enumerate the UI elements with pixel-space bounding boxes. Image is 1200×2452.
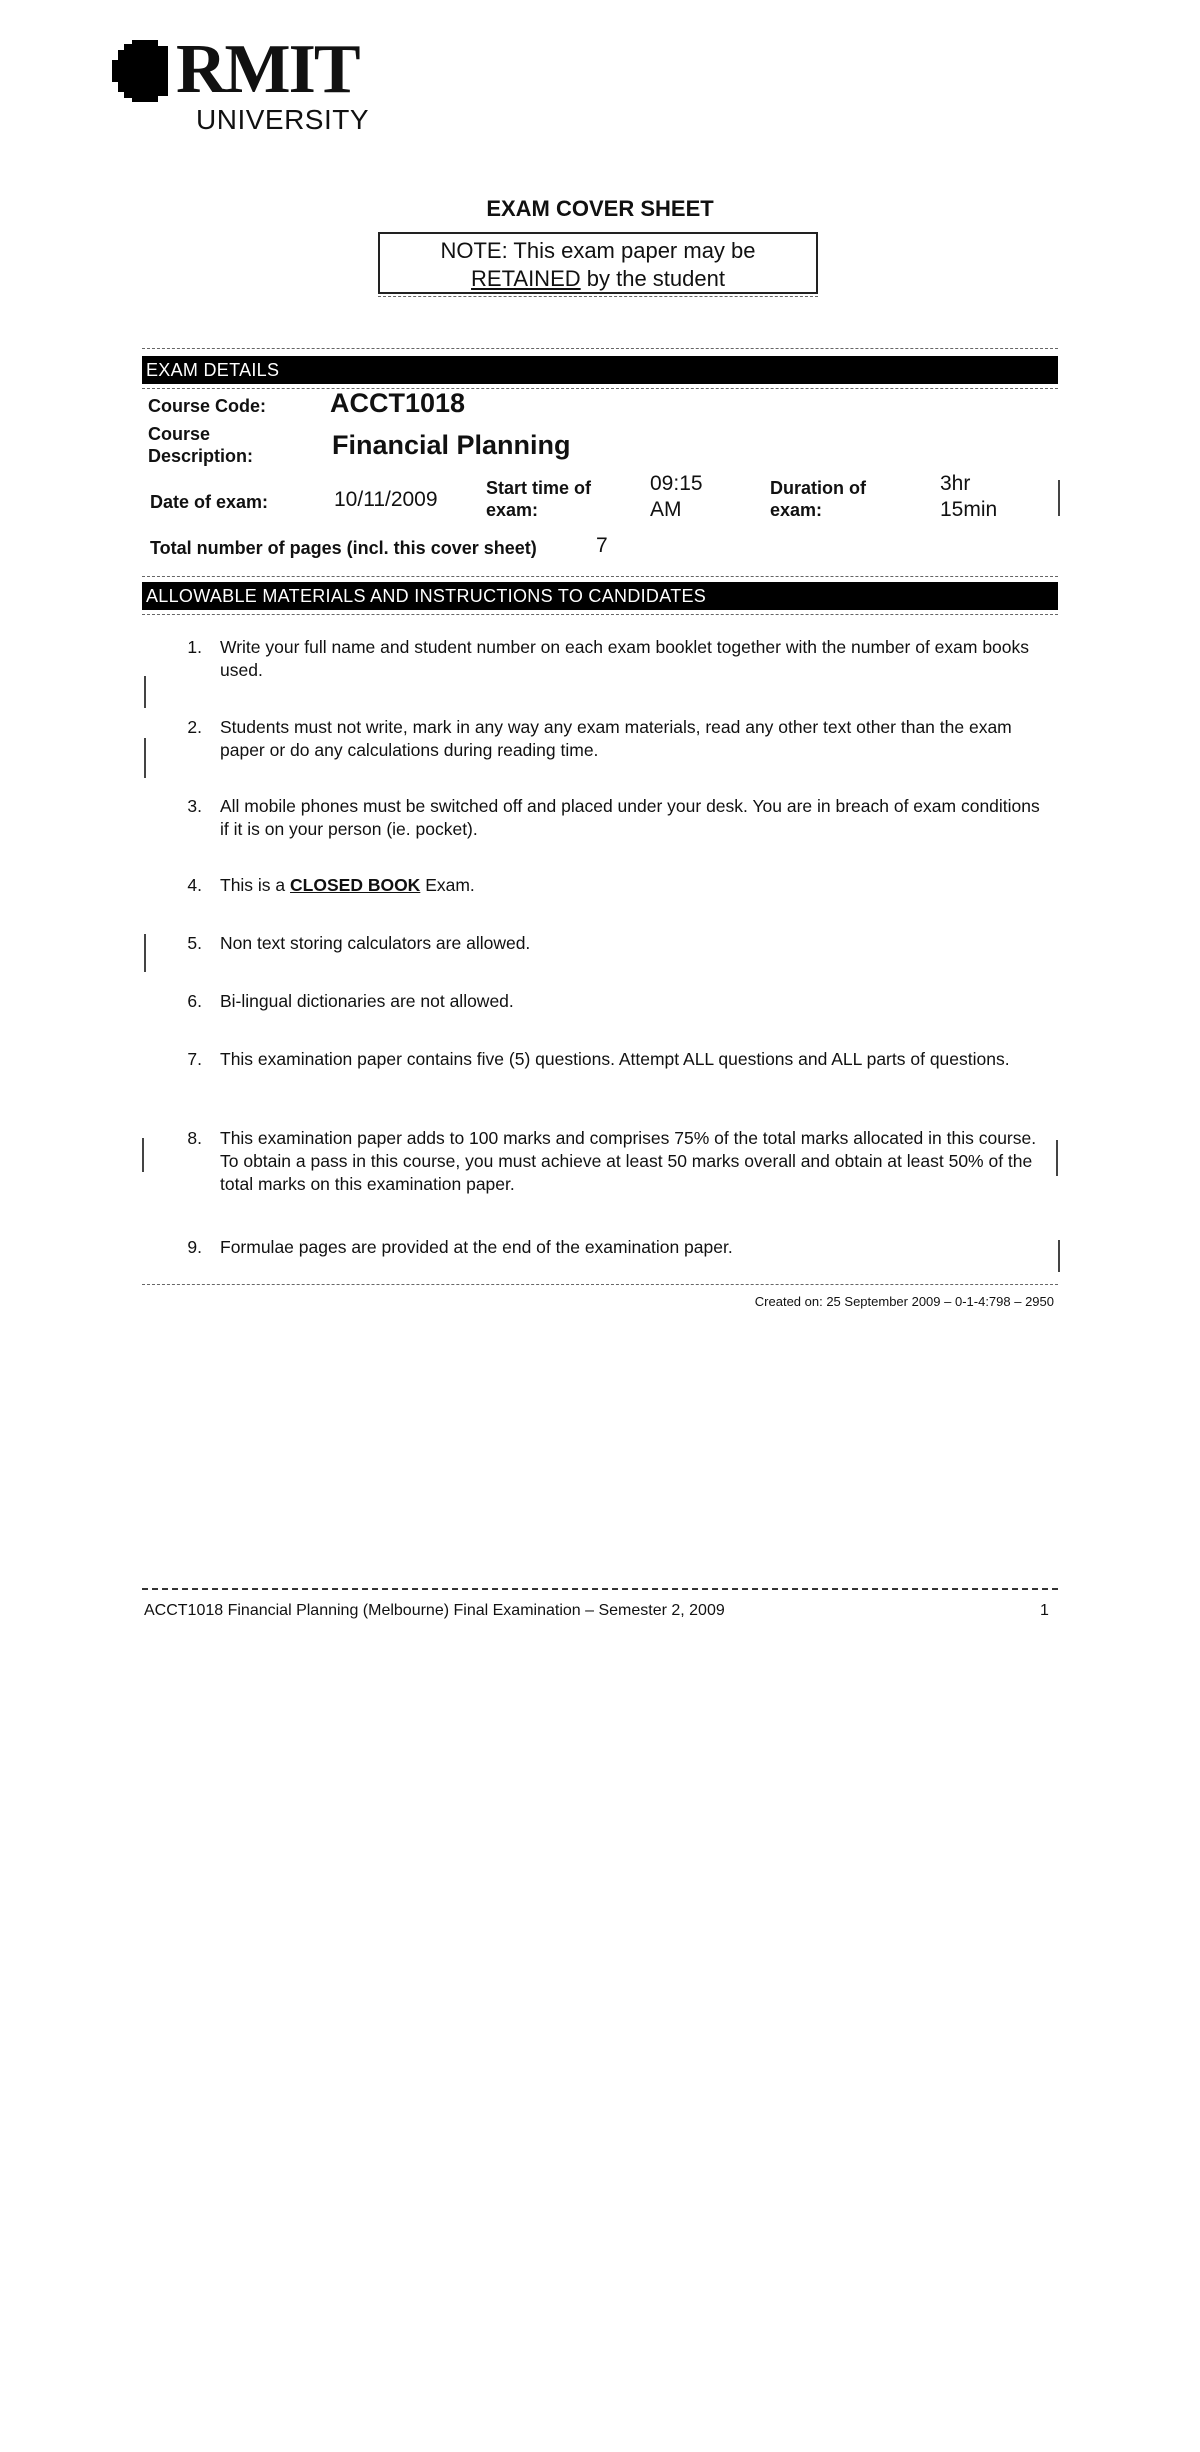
instruction-text: Bi-lingual dictionaries are not allowed. [220,991,514,1011]
divider [142,388,1058,389]
duration-label-2: exam: [770,500,823,520]
divider [142,576,1058,577]
date-label: Date of exam: [150,492,269,512]
instruction-number: 7. [187,1049,202,1069]
instruction-text: Formulae pages are provided at the end of the examination paper. [220,1237,733,1257]
date-value: 10/11/2009 [334,488,438,511]
instruction-text [220,874,1050,897]
scan-mark [144,934,146,972]
start-time-label-2: exam: [486,500,539,520]
instruction-number: 9. [187,1237,202,1257]
instruction-text: Write your full name and student number on each exam booklet together with the number of exam books used. [220,637,1030,680]
instruction-text-post: Exam. [420,875,475,895]
course-code-value: ACCT1018 [330,388,466,418]
instruction-number: 8. [187,1128,202,1148]
course-desc-value: Financial Planning [332,430,571,460]
instruction-number: 5. [187,933,202,953]
logo-subtext: UNIVERSITY [196,104,370,135]
instruction-number: 6. [187,991,202,1011]
instruction-text: This examination paper adds to 100 marks and comprises 75% of the total marks allocated in this course. To obtain a pass in this course, you must achieve at least 50 marks overall and obtain at least 50% of the total marks on this examination paper. [220,1128,1037,1194]
instructions-heading: ALLOWABLE MATERIALS AND INSTRUCTIONS TO CANDIDATES [142,582,1058,610]
scan-mark [1058,1240,1060,1272]
instruction-text: This examination paper contains five (5) questions. Attempt ALL questions and ALL parts of questions. [220,1049,1010,1069]
logo-wordmark: RMIT [176,31,359,108]
instruction-text: Non text storing calculators are allowed. [220,933,531,953]
exam-details-heading: EXAM DETAILS [142,356,1058,384]
instruction-number: 3. [187,796,202,816]
footer-divider [142,1588,1058,1590]
note-line-2 [380,265,816,293]
duration-value-1: 3hr [940,472,971,495]
retain-note-box [378,232,818,294]
note-line-1: NOTE: This exam paper may be [440,238,756,263]
scan-mark [1058,480,1060,516]
instruction-number: 4. [187,875,202,895]
instruction-text: All mobile phones must be switched off and placed under your desk. You are in breach of exam conditions if it is on your person (ie. pocket). [220,796,1040,839]
cover-sheet-title: EXAM COVER SHEET [486,196,714,221]
instruction-number: 2. [187,717,202,737]
course-desc-label-2: Description: [148,446,254,466]
course-code-label: Course Code: [148,396,267,416]
page-number: 1 [1040,1602,1049,1619]
divider [378,296,818,297]
rmit-logo [112,30,412,140]
start-time-value-1: 09:15 [650,472,703,495]
duration-label-1: Duration of [770,478,866,498]
total-pages-label: Total number of pages (incl. this cover sheet) [150,538,537,558]
closed-book-emphasis: CLOSED BOOK [290,875,421,895]
scan-mark [142,1138,144,1172]
start-time-value-2: AM [650,498,682,521]
divider [142,614,1058,615]
footer-text: ACCT1018 Financial Planning (Melbourne) Final Examination – Semester 2, 2009 [144,1602,725,1619]
created-timestamp: Created on: 25 September 2009 – 0-1-4:798 – 2950 [754,1294,1054,1309]
scan-mark [144,738,146,778]
divider [142,348,1058,349]
scan-mark [144,676,146,708]
instruction-text: Students must not write, mark in any way any exam materials, read any other text other than the exam paper or do any calculations during reading time. [220,717,1012,760]
course-desc-label-1: Course [148,424,211,444]
rmit-pixel-mark-icon [112,40,172,102]
total-pages-value: 7 [596,534,608,557]
divider [142,1284,1058,1285]
instruction-text-pre: This is a [220,875,291,895]
instruction-number: 1. [187,637,202,657]
start-time-label-1: Start time of [486,478,592,498]
scan-mark [1056,1140,1058,1176]
note-line-2-rest: by the student [580,266,725,291]
duration-value-2: 15min [940,498,998,521]
note-retained: RETAINED [471,266,581,291]
